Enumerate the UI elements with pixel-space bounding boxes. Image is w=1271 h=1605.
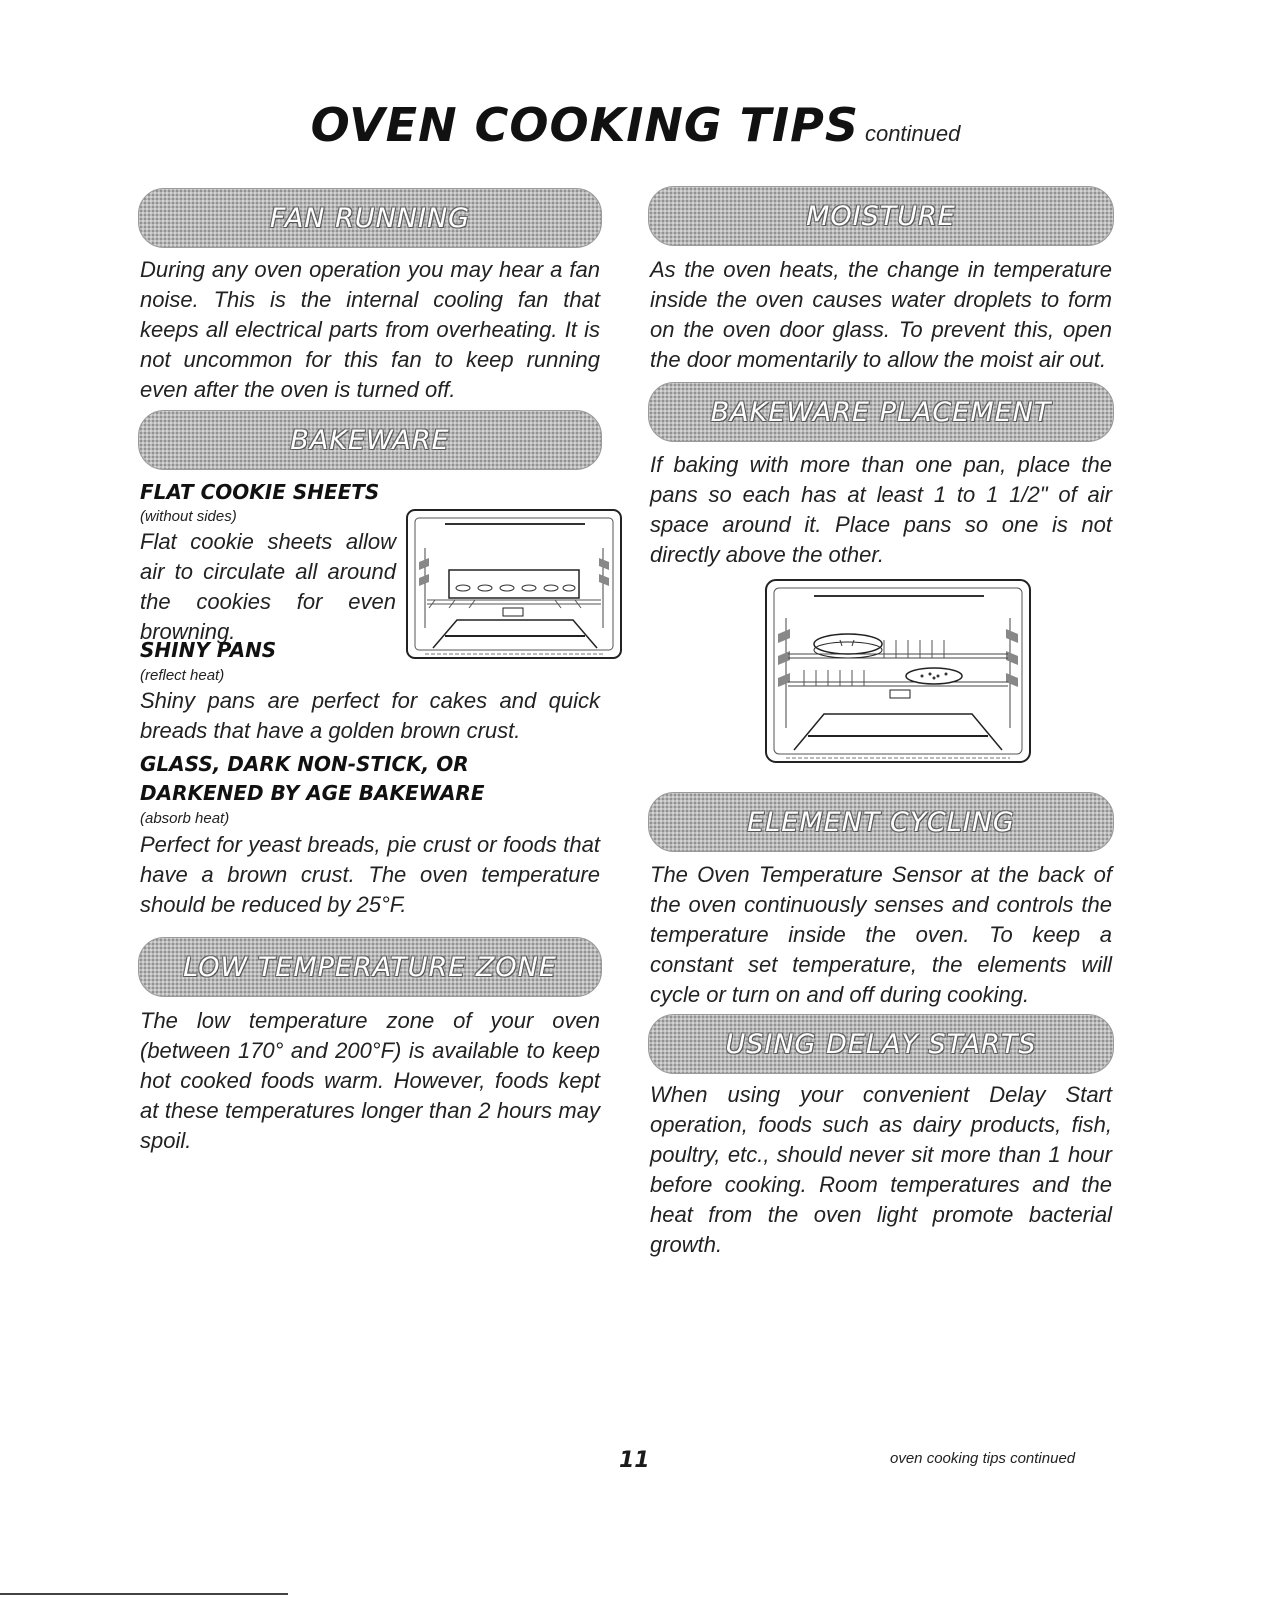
oven-cookie-sheet-illustration [405,508,623,660]
bottom-divider [0,1593,288,1595]
fan-running-banner [138,188,602,248]
delay-starts-heading: USING DELAY STARTS [725,1028,1037,1060]
page-title-main: OVEN COOKING TIPS [310,98,859,152]
bakeware-heading: BAKEWARE [290,424,450,456]
page-title-continued: continued [864,121,961,146]
element-cycling-heading: ELEMENT CYCLING [747,806,1015,838]
bakeware-banner [138,410,602,470]
footer-running-text: oven cooking tips continued [890,1450,1076,1467]
flat-cookie-sheets-note: (without sides) [140,508,237,525]
glass-bakeware-text: Perfect for yeast breads, pie crust or foods that have a brown crust. The oven temperature should be reduced by 25°F. [140,832,600,917]
element-cycling-banner [648,792,1114,852]
glass-bakeware-title-line2: DARKENED BY AGE BAKEWARE [140,781,485,805]
flat-cookie-sheets-title: FLAT COOKIE SHEETS [140,480,380,504]
delay-starts-text: When using your convenient Delay Start operation, foods such as dairy products, fish, poultry, etc., should never sit more than 1 hour before cooking. Room temperatures and the heat from the oven light promote bacterial growth. [650,1082,1112,1257]
bakeware-placement-heading: BAKEWARE PLACEMENT [710,396,1052,428]
bakeware-placement-banner [648,382,1114,442]
moisture-text: As the oven heats, the change in temperature inside the oven causes water droplets to form on the oven door glass. To prevent this, open the door momentarily to allow the moist air out. [650,257,1112,372]
low-temperature-zone-text: The low temperature zone of your oven (between 170° and 200°F) is available to keep hot cooked foods warm. However, foods kept at these temperatures longer than 2 hours may spoil. [140,1008,600,1153]
shiny-pans-text: Shiny pans are perfect for cakes and quick breads that have a golden brown crust. [140,688,600,743]
fan-running-text: During any oven operation you may hear a fan noise. This is the internal cooling fan that keeps all electrical parts from overheating. It is not uncommon for this fan to keep running even after the oven is turned off. [140,257,600,402]
fan-running-heading: FAN RUNNING [269,202,471,234]
glass-bakeware-title-line1: GLASS, DARK NON-STICK, OR [140,752,469,776]
page-title [0,98,1271,152]
bakeware-placement-text: If baking with more than one pan, place the pans so each has at least 1 to 1 1/2" of air space around it. Place pans so one is not directly above the other. [650,452,1112,567]
moisture-banner [648,186,1114,246]
low-temperature-zone-heading: LOW TEMPERATURE ZONE [183,951,557,983]
low-temperature-zone-banner [138,937,602,997]
element-cycling-text: The Oven Temperature Sensor at the back of the oven continuously senses and controls the temperature inside the oven. To keep a constant set temperature, the elements will cycle or turn on and off during cooking. [650,862,1112,1007]
shiny-pans-note: (reflect heat) [140,667,225,684]
flat-cookie-sheets-text: Flat cookie sheets allow air to circulate all around the cookies for even browning. [140,529,396,644]
delay-starts-banner [648,1014,1114,1074]
page-number: 11 [619,1448,650,1473]
glass-bakeware-note: (absorb heat) [140,810,230,827]
shiny-pans-title: SHINY PANS [140,638,277,662]
moisture-heading: MOISTURE [806,200,956,232]
oven-pan-placement-illustration [764,578,1032,764]
